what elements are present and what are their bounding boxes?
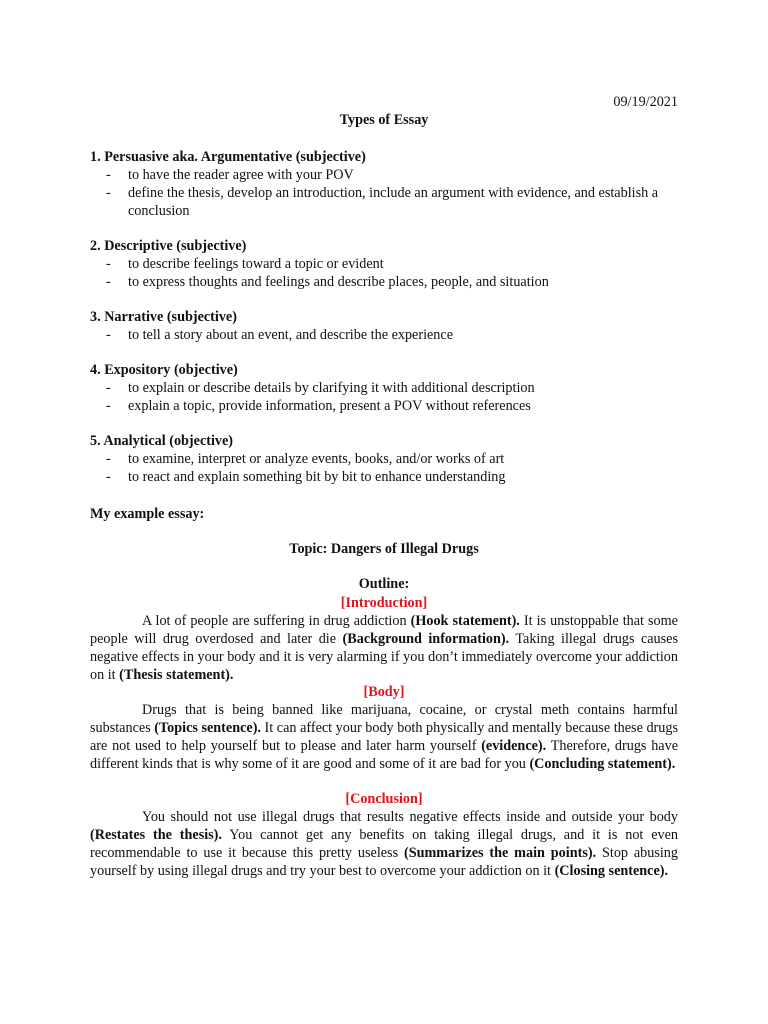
bullet-dash: - (106, 185, 111, 201)
bullet-dash: - (106, 398, 111, 414)
bullet-dash: - (106, 469, 111, 485)
bullet-list (90, 379, 678, 415)
para-text: Drugs that is being banned like marijuana, cocaine, or crystal meth contains harmful substances (90, 702, 678, 736)
background-information-tag: (Background information). (342, 631, 510, 647)
section-heading: 3. Narrative (subjective) (90, 309, 237, 325)
bullet-dash: - (106, 256, 111, 272)
example-essay-label: My example essay: (90, 506, 205, 522)
bullet-text: to react and explain something bit by bit to enhance understanding (128, 469, 506, 485)
hook-statement-tag: (Hook statement). (410, 613, 520, 629)
thesis-statement-tag: (Thesis statement). (119, 667, 234, 683)
essay-type-section (90, 148, 678, 220)
body-label: [Body] (363, 684, 405, 700)
introduction-paragraph (90, 612, 678, 684)
para-text: A lot of people are suffering in drug addiction (142, 613, 411, 629)
bullet-list (90, 255, 678, 291)
topic-sentence-tag: (Topics sentence). (154, 720, 261, 736)
essay-type-section (90, 361, 678, 415)
section-heading: 2. Descriptive (subjective) (90, 238, 247, 254)
document-title: Types of Essay (339, 112, 429, 128)
para-text: Therefore, drugs have different kinds that is why some of it are good and some of it are bad for you (90, 738, 678, 772)
para-text: Taking illegal drugs causes negative effects in your body and it is very alarming if you don’t immediately overcome your addiction on it (90, 631, 678, 683)
para-text: You cannot get any benefits on taking illegal drugs, and it is not even recommendable to use it because this pretty useless (90, 827, 679, 861)
bullet-item (90, 184, 678, 220)
bullet-text: to describe feelings toward a topic or evident (128, 256, 384, 272)
essay-type-section (90, 432, 678, 486)
evidence-tag: (evidence). (481, 738, 547, 754)
document-date: 09/19/2021 (613, 94, 678, 110)
section-heading: 1. Persuasive aka. Argumentative (subjective) (90, 149, 366, 165)
bullet-text: to have the reader agree with your POV (128, 167, 354, 183)
bullet-list (90, 326, 678, 344)
introduction-label: [Introduction] (340, 595, 428, 611)
bullet-dash: - (106, 167, 111, 183)
para-text: It can affect your body both physically and mentally because these drugs are not used to help yourself but to please and later harm yourself (90, 720, 678, 754)
para-text: You should not use illegal drugs that results negative effects inside and outside your body (142, 809, 678, 825)
section-heading: 5. Analytical (objective) (90, 433, 234, 449)
conclusion-label: [Conclusion] (345, 791, 423, 807)
bullet-text: to examine, interpret or analyze events, books, and/or works of art (128, 451, 505, 467)
introduction-block (90, 594, 678, 684)
body-paragraph (90, 701, 678, 773)
summarizes-main-points-tag: (Summarizes the main points). (403, 845, 597, 861)
bullet-item (90, 468, 678, 486)
section-heading: 4. Expository (objective) (90, 362, 238, 378)
bullet-item (90, 326, 678, 344)
essay-type-section (90, 308, 678, 344)
bullet-item (90, 379, 678, 397)
bullet-item (90, 450, 678, 468)
conclusion-paragraph (90, 808, 678, 880)
para-text: Stop abusing yourself by using illegal drugs and try your best to overcome your addiction on it (90, 845, 678, 879)
closing-sentence-tag: (Closing sentence). (554, 863, 669, 879)
bullet-text: define the thesis, develop an introduction, include an argument with evidence, and establish a conclusion (128, 185, 659, 219)
bullet-item (90, 255, 678, 273)
bullet-dash: - (106, 274, 111, 290)
bullet-list (90, 450, 678, 486)
essay-type-section (90, 237, 678, 291)
outline-label: Outline: (358, 576, 410, 592)
essay-topic: Topic: Dangers of Illegal Drugs (289, 541, 479, 557)
bullet-text: to tell a story about an event, and describe the experience (128, 327, 453, 343)
bullet-item (90, 397, 678, 415)
bullet-dash: - (106, 380, 111, 396)
bullet-text: to express thoughts and feelings and describe places, people, and situation (128, 274, 549, 290)
para-text: It is unstoppable that some people will drug overdosed and later die (90, 613, 678, 647)
bullet-text: explain a topic, provide information, present a POV without references (128, 398, 531, 414)
body-block (90, 683, 678, 773)
bullet-item (90, 166, 678, 184)
bullet-text: to explain or describe details by clarifying it with additional description (128, 380, 535, 396)
bullet-dash: - (106, 451, 111, 467)
restates-thesis-tag: (Restates the thesis). (90, 827, 222, 843)
concluding-statement-tag: (Concluding statement). (529, 756, 676, 772)
bullet-list (90, 166, 678, 220)
bullet-item (90, 273, 678, 291)
bullet-dash: - (106, 327, 111, 343)
conclusion-block (90, 790, 678, 880)
